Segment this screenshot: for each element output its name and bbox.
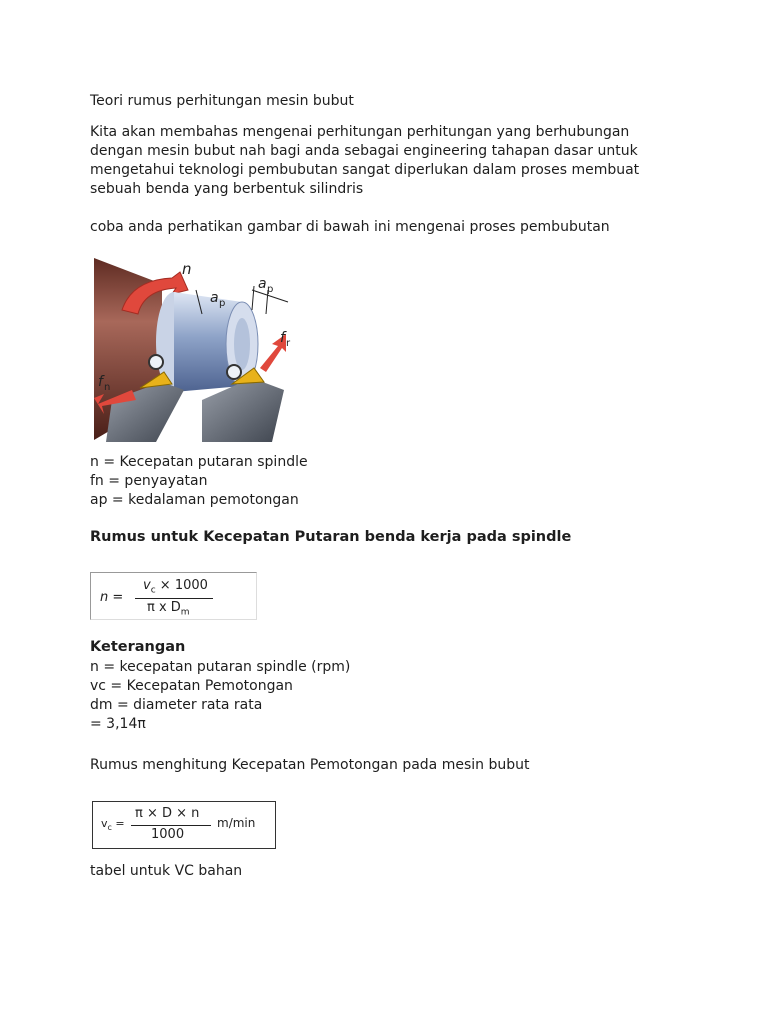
formula1-numerator: $v_c \times 1000$ (143, 578, 208, 596)
formula1-lhs: n = (100, 590, 124, 605)
label-ap-2-sub: p (267, 284, 274, 295)
label-fr-sub: r (286, 338, 291, 349)
definition-item: ap = kedalaman pemotongan (90, 492, 299, 508)
cutting-speed-formula (92, 801, 276, 849)
intro-line: Kita akan membahas mengenai perhitungan perhitungan yang berhubungan (90, 124, 630, 140)
definitions-list (90, 453, 650, 510)
formula2-unit: m/min (217, 816, 256, 830)
table-caption: tabel untuk VC bahan (90, 863, 243, 879)
formula2-numerator: π × D × n (135, 806, 200, 821)
keterangan-list (90, 658, 650, 734)
formula2-denominator: 1000 (151, 827, 185, 842)
label-ap-1: a (210, 290, 219, 306)
keterangan-heading: Keterangan (90, 639, 186, 655)
figure-caption: coba anda perhatikan gambar di bawah ini mengenai proses pembubutan (90, 219, 610, 235)
formula2-fraction-bar (131, 825, 211, 826)
intro-line: sebuah benda yang berbentuk silindris (90, 181, 364, 197)
label-ap-2: a (258, 276, 267, 292)
formula2-lhs: $v_c$ = (101, 817, 125, 833)
spindle-speed-formula (90, 572, 257, 620)
heading-spindle-formula: Rumus untuk Kecepatan Putaran benda kerja pada spindle (90, 529, 572, 545)
definition-item: fn = penyayatan (90, 473, 208, 489)
formula1-denominator: π x $D_m$ (147, 600, 190, 618)
intro-paragraph (90, 123, 650, 199)
heading-cutting-speed: Rumus menghitung Kecepatan Pemotongan pada mesin bubut (90, 757, 530, 773)
label-fn: f (98, 374, 103, 390)
keterangan-item: = 3,14π (90, 716, 146, 732)
label-ap-1-sub: p (219, 298, 226, 309)
intro-line: dengan mesin bubut nah bagi anda sebagai engineering tahapan dasar untuk (90, 143, 638, 159)
label-fr: f (280, 330, 285, 346)
turning-process-figure (92, 250, 302, 442)
label-n: n (182, 260, 192, 278)
formula1-fraction-bar (135, 598, 213, 599)
keterangan-item: dm = diameter rata rata (90, 697, 263, 713)
page-title: Teori rumus perhitungan mesin bubut (90, 93, 354, 109)
intro-line: mengetahui teknologi pembubutan sangat diperlukan dalam proses membuat (90, 162, 640, 178)
label-fn-sub: n (104, 382, 111, 393)
keterangan-item: vc = Kecepatan Pemotongan (90, 678, 293, 694)
definition-item: n = Kecepatan putaran spindle (90, 454, 308, 470)
keterangan-item: n = kecepatan putaran spindle (rpm) (90, 659, 351, 675)
